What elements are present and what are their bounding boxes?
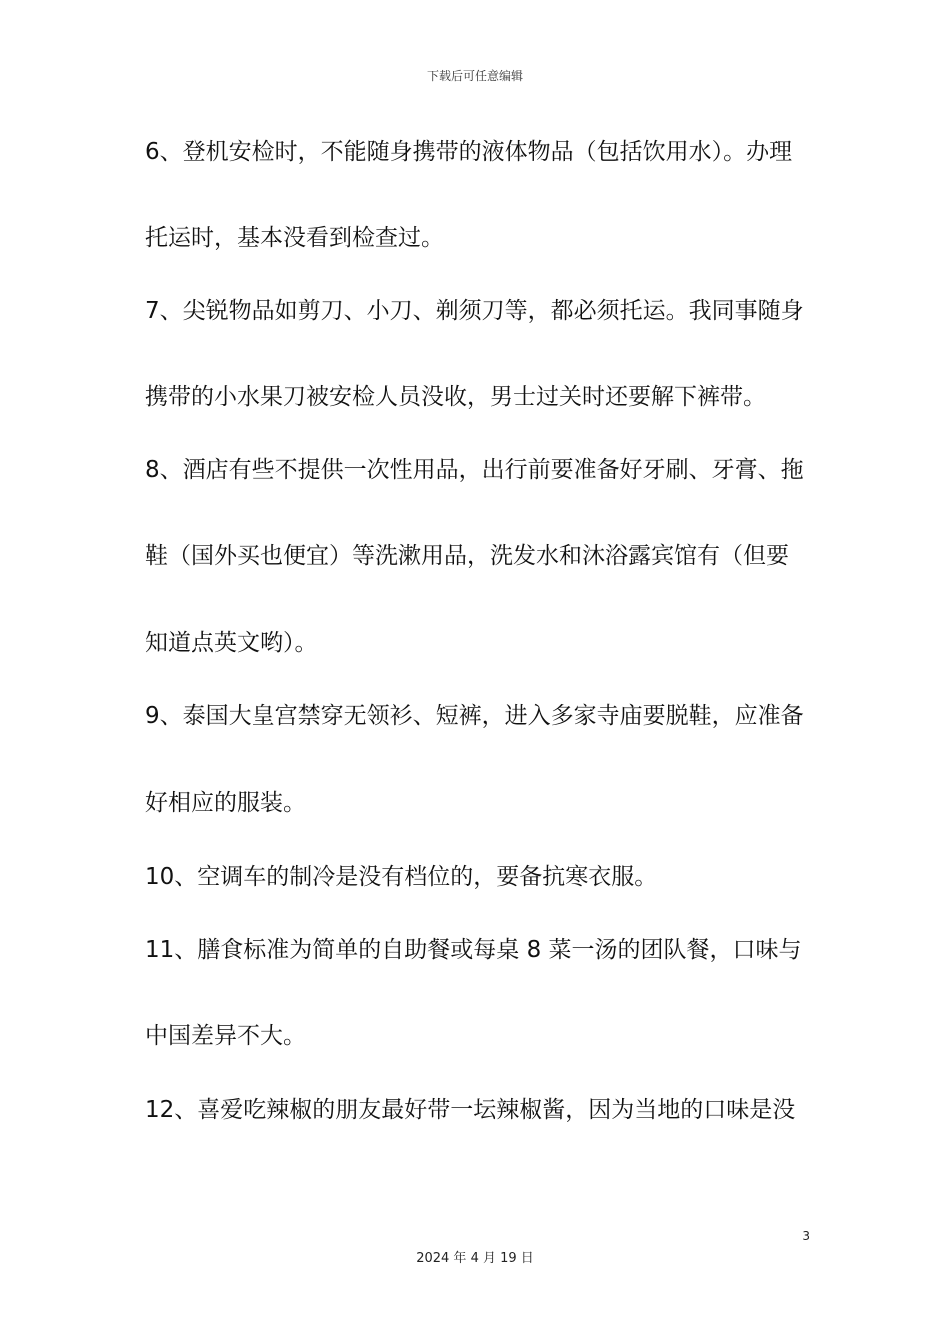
body-line: 托运时，基本没看到检查过。 xyxy=(145,225,444,251)
body-line: 7、尖锐物品如剪刀、小刀、剃须刀等，都必须托运。我同事随身 xyxy=(145,298,804,324)
body-line: 携带的小水果刀被安检人员没收，男士过关时还要解下裤带。 xyxy=(145,384,766,410)
header-note: 下载后可任意编辑 xyxy=(426,69,523,83)
body-line: 6、登机安检时，不能随身携带的液体物品（包括饮用水）。办理 xyxy=(145,139,793,165)
page-number: 3 xyxy=(802,1229,810,1243)
body-line: 知道点英文哟）。 xyxy=(145,630,318,656)
body-line: 鞋（国外买也便宜）等洗漱用品，洗发水和沐浴露宾馆有（但要 xyxy=(145,543,789,569)
body-line: 12、喜爱吃辣椒的朋友最好带一坛辣椒酱，因为当地的口味是没 xyxy=(145,1097,796,1123)
body-line: 中国差异不大。 xyxy=(145,1023,306,1049)
body-line: 好相应的服装。 xyxy=(145,790,306,816)
body-line: 11、膳食标准为简单的自助餐或每桌 8 菜一汤的团队餐，口味与 xyxy=(145,937,802,963)
body-line: 8、酒店有些不提供一次性用品，出行前要准备好牙刷、牙膏、拖 xyxy=(145,457,804,483)
body-line: 9、泰国大皇宫禁穿无领衫、短裤，进入多家寺庙要脱鞋，应准备 xyxy=(145,703,804,729)
body-line: 10、空调车的制冷是没有档位的，要备抗寒衣服。 xyxy=(145,864,658,890)
footer-date: 2024 年 4 月 19 日 xyxy=(416,1251,534,1266)
